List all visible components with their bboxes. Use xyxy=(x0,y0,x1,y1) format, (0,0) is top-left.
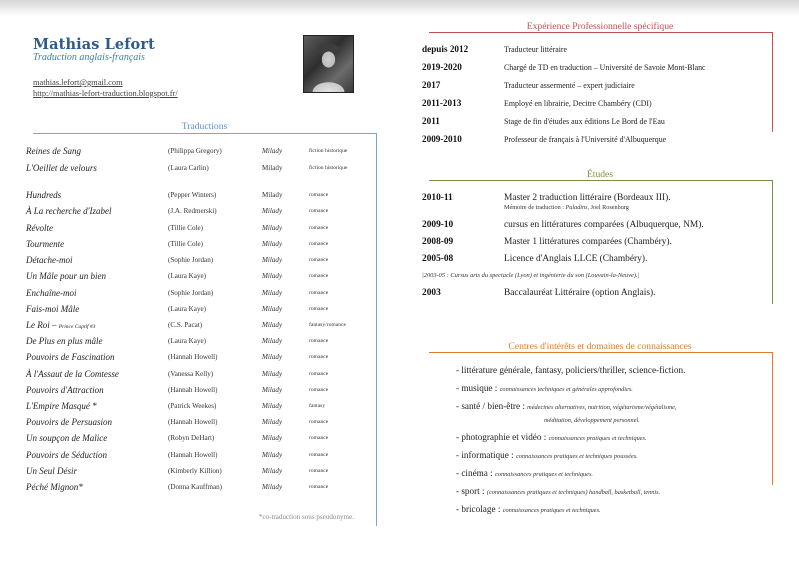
etudes-desc: Licence d'Anglais LLCE (Chambéry). xyxy=(504,254,648,264)
book-publisher: Milady xyxy=(262,272,283,280)
book-genre: fantasy/romance xyxy=(309,322,346,328)
book-publisher: Milady xyxy=(262,402,283,410)
book-author: (Laura Kaye) xyxy=(168,305,207,313)
book-genre: romance xyxy=(309,371,329,377)
book-title: À La recherche d'Izabel xyxy=(26,206,112,216)
book-publisher: Milady xyxy=(262,483,283,491)
interest-label: - photographie et vidéo : xyxy=(456,432,549,442)
etudes-desc: Baccalauréat Littéraire (option Anglais). xyxy=(504,288,656,298)
interest-detail: connaissances pratiques et techniques. xyxy=(548,435,647,442)
book-publisher: Milady xyxy=(262,451,283,459)
interest-label: - musique : xyxy=(456,383,500,393)
book-genre: fiction historique xyxy=(309,165,348,171)
book-genre: romance xyxy=(309,257,329,263)
interest-item xyxy=(456,401,677,411)
book-author: (Vanessa Kelly) xyxy=(168,370,214,378)
book-publisher: Milady xyxy=(262,353,283,361)
interest-label: - bricolage : xyxy=(456,504,503,514)
book-author: (Hannah Howell) xyxy=(168,451,218,459)
book-publisher: Milady xyxy=(262,337,283,345)
book-title: L'Empire Masqué * xyxy=(26,401,97,411)
book-genre: romance xyxy=(309,225,329,231)
interest-item xyxy=(456,383,633,393)
book-genre: fantasy xyxy=(309,403,326,409)
interest-label: - sport : xyxy=(456,486,487,496)
etudes-year: 2008-09 xyxy=(422,237,454,247)
book-author: (Hannah Howell) xyxy=(168,418,218,426)
etudes-desc: Master 2 traduction littéraire (Bordeaux III). xyxy=(504,193,671,203)
interest-detail: connaissances pratiques et techniques. xyxy=(502,507,601,514)
book-title: Pouvoirs de Fascination xyxy=(26,352,115,362)
experience-year: 2019-2020 xyxy=(422,62,462,72)
book-publisher: Milady xyxy=(262,289,283,297)
book-author: (Sophie Jordan) xyxy=(168,289,214,297)
book-author: (Laura Kaye) xyxy=(168,337,207,345)
book-genre: romance xyxy=(309,208,329,214)
book-title: Pouvoirs d'Attraction xyxy=(26,385,104,395)
book-publisher: Milady xyxy=(262,240,283,248)
book-title: Un Mâle pour un bien xyxy=(26,271,106,281)
website-link[interactable]: http://mathias-lefort-traduction.blogspot.fr/ xyxy=(33,88,178,98)
book-author: (Philippa Gregory) xyxy=(168,147,222,155)
book-publisher: Milady xyxy=(262,305,283,313)
book-publisher: Milady xyxy=(262,370,283,378)
book-genre: fiction historique xyxy=(309,148,348,154)
book-author: (J.A. Redmerski) xyxy=(168,207,217,215)
experience-year: 2011 xyxy=(422,116,440,126)
interest-item xyxy=(456,468,593,478)
thesis-note xyxy=(504,204,629,211)
book-genre: romance xyxy=(309,306,329,312)
book-author: (Donna Kauffman) xyxy=(168,483,223,491)
interest-detail: connaissances pratiques et techniques. xyxy=(495,471,593,478)
experience-desc: Stage de fin d'études aux éditions Le Bord de l'Eau xyxy=(504,117,665,126)
interest-label: - santé / bien-être : xyxy=(456,401,528,411)
interest-detail: connaissances pratiques et techniques poussées. xyxy=(515,453,638,460)
interest-item xyxy=(456,365,685,375)
book-author: (Hannah Howell) xyxy=(168,386,218,394)
book-publisher: Milady xyxy=(262,467,283,475)
section-title-experience: Expérience Professionnelle spécifique xyxy=(526,21,674,32)
etudes-year: 2009-10 xyxy=(422,220,454,230)
book-author: (Hannah Howell) xyxy=(168,353,218,361)
interest-item xyxy=(456,450,638,460)
interest-item xyxy=(456,432,647,442)
book-author: (Pepper Winters) xyxy=(168,191,217,199)
etudes-desc: Master 1 littératures comparées (Chambéry). xyxy=(504,237,672,247)
portrait-photo xyxy=(303,35,354,93)
book-author: (Tillie Cole) xyxy=(168,240,204,248)
experience-desc: Employé en librairie, Decitre Chambéry (CDI) xyxy=(504,99,652,108)
book-publisher: Milady xyxy=(262,224,283,232)
interest-item xyxy=(456,504,601,514)
email-link[interactable]: mathias.lefort@gmail.com xyxy=(33,78,123,87)
book-genre: romance xyxy=(309,241,329,247)
book-title: L'Oeillet de velours xyxy=(26,163,97,173)
interest-detail-continued: méditation, développement personnel. xyxy=(544,417,640,424)
book-title: Un Seul Désir xyxy=(26,466,77,476)
book-publisher: Milady xyxy=(262,434,283,442)
experience-desc: Traducteur littéraire xyxy=(504,45,568,54)
book-title: Pouvoirs de Séduction xyxy=(26,450,107,460)
book-genre: romance xyxy=(309,273,329,279)
experience-year: 2017 xyxy=(422,80,441,90)
interest-label: - informatique : xyxy=(456,450,516,460)
interest-item xyxy=(456,486,660,496)
book-author: (Tillie Cole) xyxy=(168,224,204,232)
book-series: Prince Captif #3 xyxy=(58,324,96,330)
book-publisher: Milady xyxy=(262,164,283,172)
experience-year: 2011-2013 xyxy=(422,98,462,108)
book-genre: romance xyxy=(309,452,329,458)
book-author: (C.S. Pacat) xyxy=(168,321,203,329)
book-publisher: Milady xyxy=(262,418,283,426)
book-title: Pouvoirs de Persuasion xyxy=(26,417,112,427)
interest-detail: connaissances techniques et générales approfondies. xyxy=(499,386,633,393)
interest-detail: (connaissances pratiques et techniques) handball, basketball, tennis. xyxy=(486,489,661,496)
book-publisher: Milady xyxy=(262,386,283,394)
book-publisher: Milady xyxy=(262,207,283,215)
book-genre: romance xyxy=(309,290,329,296)
book-genre: romance xyxy=(309,192,329,198)
book-title: Enchaîne-moi xyxy=(26,288,77,298)
thesis-title: Paladins xyxy=(565,204,588,211)
etudes-year: 2003 xyxy=(422,288,441,298)
co-translation-footnote: *co-traduction sous pseudonyme. xyxy=(258,513,354,521)
etudes-desc: cursus en littératures comparées (Albuquerque, NM). xyxy=(504,220,704,230)
candidate-name: Mathias Lefort xyxy=(33,36,155,53)
book-title: Détache-moi xyxy=(26,255,73,265)
book-title xyxy=(26,320,95,330)
book-genre: romance xyxy=(309,435,329,441)
book-genre: romance xyxy=(309,354,329,360)
book-title: Péché Mignon* xyxy=(26,482,83,492)
book-author: (Sophie Jordan) xyxy=(168,256,214,264)
book-publisher: Milady xyxy=(262,321,283,329)
etudes-interlude-note: |2003-05 : Cursus arts du spectacle (Lyon) et ingénierie du son (Louvain-la-Neuve).| xyxy=(422,272,640,279)
book-title-main: Le Roi – xyxy=(26,320,59,330)
book-genre: romance xyxy=(309,338,329,344)
thesis-prefix: Mémoire de traduction : xyxy=(504,204,566,211)
experience-year: depuis 2012 xyxy=(422,44,469,54)
section-title-centres: Centres d'intérêts et domaines de connaissances xyxy=(508,341,692,352)
etudes-year: 2010-11 xyxy=(422,193,453,203)
thesis-author: , Joel Rosenburg xyxy=(587,204,629,211)
book-genre: romance xyxy=(309,484,329,490)
book-genre: romance xyxy=(309,419,329,425)
book-title: Reines de Sang xyxy=(26,146,81,156)
book-title: Tourmente xyxy=(26,239,65,249)
book-publisher: Milady xyxy=(262,256,283,264)
experience-year: 2009-2010 xyxy=(422,134,462,144)
contact-block xyxy=(33,78,178,99)
interest-label: - cinéma : xyxy=(456,468,496,478)
book-author: (Patrick Weekes) xyxy=(168,402,217,410)
book-title: À l'Assaut de la Comtesse xyxy=(26,369,119,379)
interest-label: - littérature générale, fantasy, policiers/thriller, science-fiction. xyxy=(456,365,686,375)
book-title: Révolte xyxy=(26,223,53,233)
book-publisher: Milady xyxy=(262,147,283,155)
book-publisher: Milady xyxy=(262,191,283,199)
book-author: (Laura Carlin) xyxy=(168,164,209,172)
interest-detail: médecines alternatives, nutrition, végétarisme/végétalisme, xyxy=(527,404,677,411)
book-title: Un soupçon de Malice xyxy=(26,433,108,443)
section-title-traductions: Traductions xyxy=(181,121,228,132)
book-author: (Kimberly Killion) xyxy=(168,467,222,475)
experience-desc: Chargé de TD en traduction – Université de Savoie Mont-Blanc xyxy=(504,63,706,72)
candidate-subtitle: Traduction anglais-français xyxy=(33,52,145,63)
book-title: Fais-moi Mâle xyxy=(26,304,80,314)
section-title-etudes: Études xyxy=(586,169,614,180)
experience-desc: Professeur de français à l'Université d'Albuquerque xyxy=(504,135,667,144)
experience-desc: Traducteur assermenté – expert judiciaire xyxy=(504,81,635,90)
book-title: Hundreds xyxy=(26,190,62,200)
book-genre: romance xyxy=(309,387,329,393)
book-genre: romance xyxy=(309,468,329,474)
book-author: (Robyn DeHart) xyxy=(168,434,215,442)
book-title: De Plus en plus mâle xyxy=(26,336,103,346)
book-author: (Laura Kaye) xyxy=(168,272,207,280)
etudes-year: 2005-08 xyxy=(422,254,454,264)
